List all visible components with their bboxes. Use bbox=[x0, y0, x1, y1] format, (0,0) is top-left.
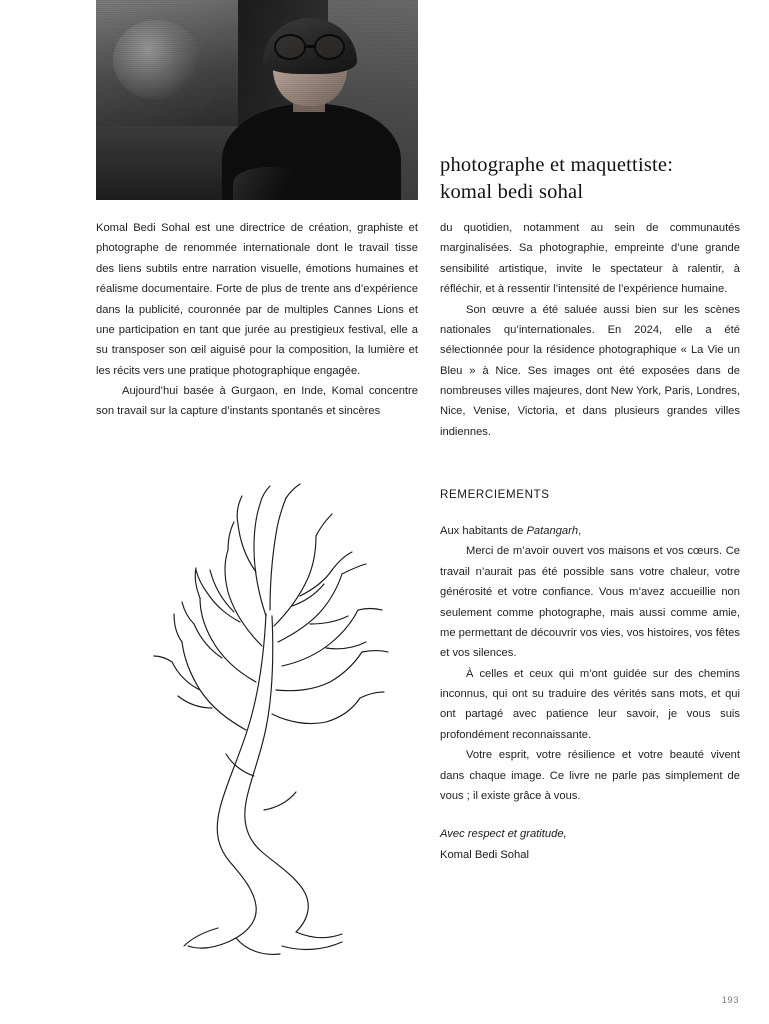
acknowledgements-title: REMERCIEMENTS bbox=[440, 488, 550, 501]
bio-paragraph-2: Aujourd’hui basée à Gurgaon, en Inde, Komal concentre son travail sur la capture d’instants spontanés et sincères bbox=[96, 385, 418, 418]
page-number: 193 bbox=[721, 995, 739, 1006]
acknowledgements-paragraph-3: Votre esprit, votre résilience et votre beauté vivent dans chaque image. Ce livre ne parle pas simplement de vous ; il existe grâce à vous. bbox=[440, 749, 740, 802]
signature-closing: Avec respect et gratitude, bbox=[440, 828, 567, 841]
bio-paragraph-4: Son œuvre a été saluée aussi bien sur les scènes nationales qu’internationales. En 2024, elle a été sélectionnée pour la résidence photographique « La Vie un Bleu » à Nice. Ses images ont été exposées dans de nombreuses villes majeures, dont New York, Paris, Londres, Nice, Venise, Victoria, et dans plusieurs grandes villes indiennes. bbox=[440, 303, 740, 438]
page-title bbox=[440, 152, 740, 207]
page-title-line-2: komal bedi sohal bbox=[440, 181, 584, 204]
bio-column-right bbox=[440, 218, 740, 442]
bio-paragraph-1: Komal Bedi Sohal est une directrice de création, graphiste et photographe de renommée internationale dont le travail tisse des liens subtils entre narration visuelle, émotions humaines et réalisme documentaire. Forte de plus de trente ans d’expérience dans la publicité, couronnée par de multiples Cannes Lions et une participation en tant que jurée au prestigieux festival, elle a su transposer son œil aiguisé pour la composition, la lumière et les récits vers une pratique photographique engagée. bbox=[96, 222, 418, 377]
bio-column-left bbox=[96, 218, 418, 422]
acknowledgements-section bbox=[440, 488, 740, 865]
acknowledgements-paragraph-1: Merci de m’avoir ouvert vos maisons et vos cœurs. Ce travail n’aurait pas été possible sans votre chaleur, votre générosité et votre confiance. Vous m’avez accueillie non seulement comme photographe, mais aussi comme amie, me permettant de découvrir vos vies, vos histoires, vos fêtes et vos silences. bbox=[440, 545, 740, 660]
signature-name: Komal Bedi Sohal bbox=[440, 848, 529, 861]
salutation-suffix: , bbox=[578, 525, 582, 537]
page-title-line-1: photographe et maquettiste: bbox=[440, 154, 674, 176]
bio-paragraph-3: du quotidien, notamment au sein de communautés marginalisées. Sa photographie, empreinte d’une grande sensibilité artistique, invite le spectateur à ralentir, à réfléchir, et à ressentir l’intensité de l’expérience humaine. bbox=[440, 222, 740, 296]
tree-illustration bbox=[96, 476, 418, 966]
acknowledgements-paragraph-2: À celles et ceux qui m’ont guidée sur des chemins inconnus, qui ont su traduire des vérités sans mots, et qui ont partagé avec patience leur savoir, je vous suis profondément reconnaissante. bbox=[440, 667, 740, 741]
acknowledgements-body bbox=[440, 521, 740, 806]
author-portrait-photo bbox=[96, 0, 418, 200]
salutation-place: Patangarh bbox=[526, 525, 579, 537]
salutation-prefix: Aux habitants de bbox=[440, 525, 527, 537]
acknowledgements-signature bbox=[440, 824, 740, 865]
acknowledgements-salutation bbox=[440, 521, 740, 541]
photo-grain-overlay bbox=[96, 0, 418, 200]
